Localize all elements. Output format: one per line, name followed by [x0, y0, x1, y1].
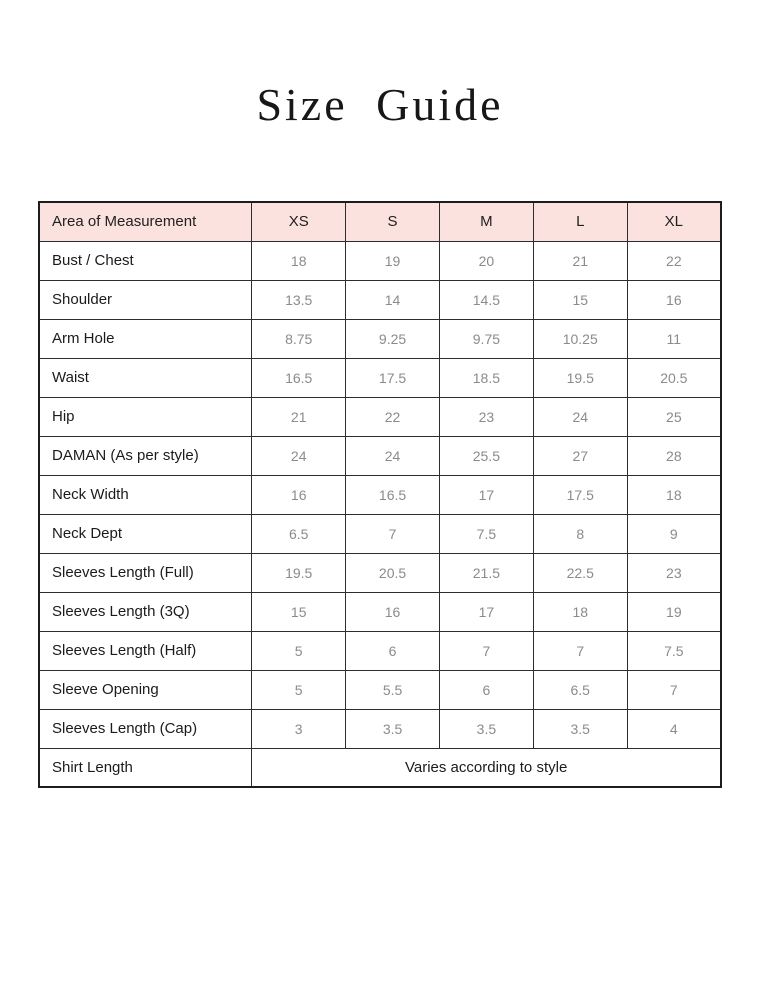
value-cell: 21.5: [439, 553, 533, 592]
table-row: [39, 514, 721, 553]
value-cell: 20.5: [627, 358, 721, 397]
header-cell-xl: XL: [627, 202, 721, 241]
value-cell: 27: [533, 436, 627, 475]
value-cell: 20.5: [346, 553, 440, 592]
value-cell: 22: [346, 397, 440, 436]
value-cell: 16: [346, 592, 440, 631]
value-cell: 21: [533, 241, 627, 280]
row-label-cell: Bust / Chest: [39, 241, 252, 280]
value-cell: 22: [627, 241, 721, 280]
value-cell: 7: [346, 514, 440, 553]
value-cell: 19: [346, 241, 440, 280]
header-row: [39, 202, 721, 241]
value-cell: 8: [533, 514, 627, 553]
row-label-cell: Sleeves Length (Full): [39, 553, 252, 592]
table-row: [39, 436, 721, 475]
value-cell: 6: [346, 631, 440, 670]
table-row: [39, 241, 721, 280]
table-row: [39, 397, 721, 436]
size-table: [38, 201, 722, 788]
row-label-cell: Sleeves Length (Cap): [39, 709, 252, 748]
value-cell: 19: [627, 592, 721, 631]
value-cell: 17: [439, 592, 533, 631]
value-cell: 17: [439, 475, 533, 514]
value-cell: 28: [627, 436, 721, 475]
value-cell: 14: [346, 280, 440, 319]
row-label-cell: Sleeve Opening: [39, 670, 252, 709]
value-cell: 18: [533, 592, 627, 631]
header-cell-m: M: [439, 202, 533, 241]
value-cell: 19.5: [252, 553, 346, 592]
value-cell: 7: [533, 631, 627, 670]
row-label-cell: Hip: [39, 397, 252, 436]
value-cell: 24: [346, 436, 440, 475]
row-label-cell: DAMAN (As per style): [39, 436, 252, 475]
value-cell: 5: [252, 670, 346, 709]
value-cell: 3.5: [439, 709, 533, 748]
row-label-cell: Sleeves Length (Half): [39, 631, 252, 670]
value-cell: 16.5: [252, 358, 346, 397]
value-cell: 6: [439, 670, 533, 709]
header-cell-l: L: [533, 202, 627, 241]
value-cell: 5: [252, 631, 346, 670]
table-row: [39, 475, 721, 514]
value-cell: 3: [252, 709, 346, 748]
header-cell-area: Area of Measurement: [39, 202, 252, 241]
table-body: [39, 241, 721, 748]
value-cell: 9.75: [439, 319, 533, 358]
value-cell: 11: [627, 319, 721, 358]
row-label-cell: Neck Width: [39, 475, 252, 514]
table-row: [39, 358, 721, 397]
row-label-cell: Shirt Length: [39, 748, 252, 787]
value-cell: 22.5: [533, 553, 627, 592]
value-cell: 3.5: [533, 709, 627, 748]
header-cell-s: S: [346, 202, 440, 241]
value-cell: 16: [252, 475, 346, 514]
value-cell: 18.5: [439, 358, 533, 397]
value-cell: 17.5: [346, 358, 440, 397]
table-row: [39, 319, 721, 358]
row-label-cell: Neck Dept: [39, 514, 252, 553]
value-cell: 15: [533, 280, 627, 319]
row-label-cell: Shoulder: [39, 280, 252, 319]
value-cell: 7.5: [439, 514, 533, 553]
table-row: [39, 709, 721, 748]
value-cell: 23: [439, 397, 533, 436]
table-row: [39, 553, 721, 592]
value-cell: 16: [627, 280, 721, 319]
value-cell: 18: [252, 241, 346, 280]
table-row: [39, 670, 721, 709]
value-cell: 23: [627, 553, 721, 592]
value-cell: 15: [252, 592, 346, 631]
size-guide-table-container: [38, 201, 722, 788]
table-row: [39, 280, 721, 319]
value-cell: 25.5: [439, 436, 533, 475]
value-cell: 7.5: [627, 631, 721, 670]
value-cell: 20: [439, 241, 533, 280]
value-cell: 13.5: [252, 280, 346, 319]
value-cell: 24: [252, 436, 346, 475]
value-cell: 6.5: [533, 670, 627, 709]
value-cell: 9.25: [346, 319, 440, 358]
value-cell: 6.5: [252, 514, 346, 553]
value-cell: 3.5: [346, 709, 440, 748]
value-cell: 21: [252, 397, 346, 436]
value-cell: 18: [627, 475, 721, 514]
page-title: Size Guide: [256, 79, 504, 130]
value-cell: 9: [627, 514, 721, 553]
value-cell: 7: [627, 670, 721, 709]
value-cell: 16.5: [346, 475, 440, 514]
value-cell: 7: [439, 631, 533, 670]
footer-row: [39, 748, 721, 787]
value-cell: 8.75: [252, 319, 346, 358]
value-cell: 14.5: [439, 280, 533, 319]
footer-note-cell: Varies according to style: [252, 748, 721, 787]
row-label-cell: Waist: [39, 358, 252, 397]
value-cell: 25: [627, 397, 721, 436]
value-cell: 17.5: [533, 475, 627, 514]
row-label-cell: Sleeves Length (3Q): [39, 592, 252, 631]
value-cell: 5.5: [346, 670, 440, 709]
table-row: [39, 592, 721, 631]
table-row: [39, 631, 721, 670]
value-cell: 4: [627, 709, 721, 748]
value-cell: 24: [533, 397, 627, 436]
header-cell-xs: XS: [252, 202, 346, 241]
value-cell: 10.25: [533, 319, 627, 358]
value-cell: 19.5: [533, 358, 627, 397]
row-label-cell: Arm Hole: [39, 319, 252, 358]
